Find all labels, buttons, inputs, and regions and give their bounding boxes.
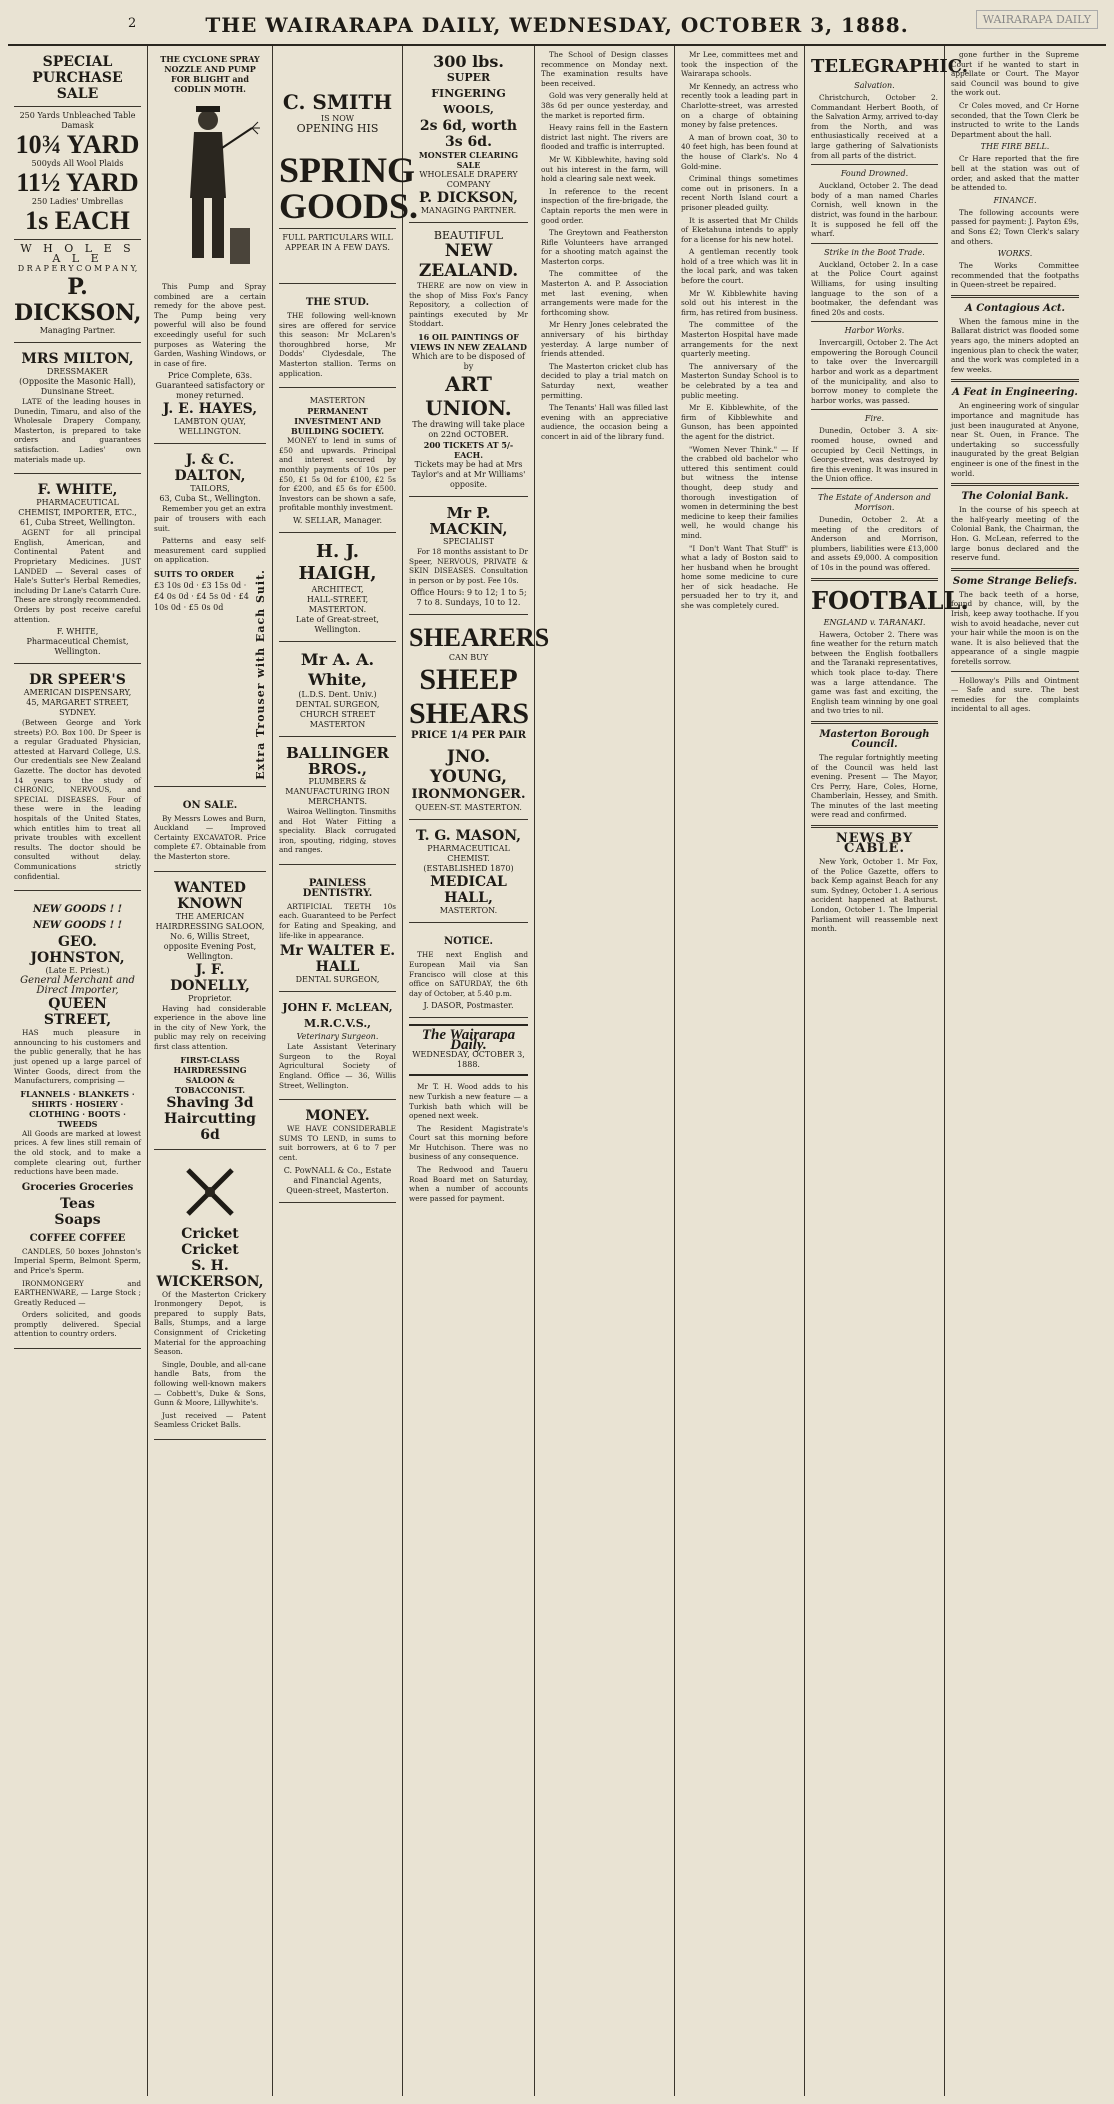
mason-ad	[409, 824, 528, 923]
section-sub: FINANCE.	[993, 195, 1037, 205]
news-para: New York, October 1. Mr Fox, of the Police Gazette, offers to back Kemp against Beach for any sum. Sydney, October 1. A serious accident happened at Bathurst. London, October 1. The Imperial Parliament will reassemble next month.	[811, 857, 938, 934]
geo-head: GEO. JOHNSTON,	[30, 934, 125, 967]
section-sub: Fire.	[864, 414, 885, 424]
hall-head: Mr WALTER E. HALL	[279, 943, 396, 976]
column-7	[805, 46, 969, 2096]
artunion: ART UNION.	[425, 371, 512, 420]
news-para: Hawera, October 2. There was fine weather for the return match between the English footballers and the Taranaki representatives, which took place to-day. There was a large attendance. The game was fast and exciting, the English team winning by one goal and two tries to nil.	[811, 629, 938, 716]
news-para: Mr Henry Jones celebrated the anniversary of his birthday yesterday. A large number of friends attended.	[541, 320, 668, 359]
painless-text: ARTIFICIAL TEETH 10s each. Guaranteed to be Perfect for Eating and Speaking, and life-like in appearance.	[279, 901, 396, 940]
feat-head: A Feat in Engineering.	[952, 387, 1078, 399]
sale-text: By Messrs Lowes and Burn, Auckland — Improved Certainty EXCAVATOR. Price complete £7. Obtainable from the Masterton store.	[154, 813, 266, 862]
geo-list: FLANNELS · BLANKETS · SHIRTS · HOSIERY · CLOTHING · BOOTS · TWEEDS	[20, 1088, 135, 1129]
mclean-head: JOHN F. McLEAN, M.R.C.V.S.,	[282, 1001, 393, 1031]
building-sig: W. SELLAR, Manager.	[293, 515, 382, 525]
clearing: MONSTER CLEARING SALE	[418, 150, 519, 170]
mason-head: T. G. MASON,	[415, 828, 521, 845]
dalton-ad	[154, 448, 266, 786]
wanted-addr: No. 6, Willis Street, opposite Evening Post, Wellington.	[163, 931, 257, 961]
news-para: "Women Never Think." — If the crabbed old bachelor who uttered this sentiment could but witness the intense thought, deep study and thorough investigation of women in determining the best medicine to keep their families well, he would change his mind.	[681, 444, 798, 540]
news-para: A gentleman recently took hold of a tree which was lit in the local park, and was taken before the court.	[681, 247, 798, 286]
painless-head: PAINLESS DENTISTRY.	[302, 877, 373, 899]
news-para: It is asserted that Mr Childs of Eketahuna intends to apply for a license for his new hotel.	[681, 215, 798, 244]
newgoods-2: NEW GOODS ! !	[32, 920, 123, 932]
crossed-bats-icon	[180, 1162, 240, 1222]
mclean-sub: Veterinary Surgeon.	[296, 1032, 379, 1042]
smith-ad	[279, 50, 419, 284]
news-para: The committee of the Masterton Hospital have made arrangements for the next quarterly meeting.	[681, 320, 798, 359]
geo-grocery: Groceries Groceries	[21, 1181, 134, 1193]
news-para: Mr Lee, committees met and took the inspection of the Wairarapa schools.	[681, 50, 798, 79]
wanted-sub: THE AMERICAN HAIRDRESSING SALOON,	[155, 911, 265, 931]
smith-head: C. SMITH	[282, 90, 393, 114]
section-sub: Strike in the Boot Trade.	[824, 247, 925, 257]
white-dent-sub: (L.D.S. Dent. Univ.)	[298, 689, 377, 699]
smith-appear: APPEAR IN A FEW DAYS.	[285, 243, 390, 252]
speer-ad	[14, 668, 141, 891]
geo-tea: Teas	[60, 1195, 95, 1212]
library-stamp: WAIRARAPA DAILY	[976, 10, 1098, 29]
mackin-ad	[409, 501, 528, 615]
news-para: The Tenants' Hall was filled last evening with an appreciative audience, the occasion being a concert in aid of the library fund.	[541, 403, 668, 441]
contagious-head: A Contagious Act.	[964, 302, 1066, 314]
mackin-addr: Office Hours: 9 to 12; 1 to 5; 7 to 8. Sundays, 10 to 12.	[410, 588, 527, 608]
wick-head: S. H. WICKERSON,	[156, 1257, 264, 1290]
nz-text: THERE are now on view in the shop of Miss Fox's Fancy Repository, a collection of paintings executed by Mr Stoddart.	[409, 281, 528, 329]
cyclone-head: THE CYCLONE SPRAY NOZZLE AND PUMP FOR BLIGHT and CODLIN MOTH.	[160, 54, 260, 94]
notice-ad	[409, 927, 528, 1018]
building-head: PERMANENT INVESTMENT AND BUILDING SOCIETY.	[290, 406, 385, 437]
smith-spring: SPRING	[279, 150, 416, 190]
columns	[8, 46, 1106, 2096]
mason-addr: MEDICAL HALL,	[430, 874, 507, 907]
mclean-text: Late Assistant Veterinary Surgeon to the Royal Agricultural Society of England. Office — 36, Willis Street, Wellington.	[279, 1042, 396, 1090]
dalton-addr: 63, Cuba St., Wellington.	[159, 494, 261, 504]
news-para: Mr Kennedy, an actress who recently took a leading part in Charlotte-street, was arrested on a charge of obtaining money by false pretences.	[681, 81, 798, 130]
column-6	[675, 46, 805, 2096]
page-number: 2	[128, 16, 137, 31]
section-sub: Salvation.	[854, 81, 895, 90]
ad-price: 10¾ YARD	[15, 130, 140, 159]
ballinger-head: BALLINGER BROS.,	[286, 743, 389, 778]
shaving: Shaving 3d	[166, 1094, 254, 1111]
smith-sub2: OPENING HIS	[296, 122, 379, 135]
news-para: A man of brown coat, 30 to 40 feet high, has been found at the house of Clark's. No 4 Gold-mine.	[681, 132, 798, 171]
news-para: The anniversary of the Masterton Sunday School is to be celebrated by a tea and public meeting.	[681, 361, 798, 400]
news-para: Dunedin, October 3. A six-roomed house, owned and occupied by Cecil Nettings, in George-street, was destroyed by fire this evening. It was insured in the Union office.	[811, 426, 938, 484]
cyclone-guar: Guaranteed satisfactory or money returned.	[155, 381, 265, 401]
beautiful: BEAUTIFUL	[433, 229, 504, 242]
newgoods-1: NEW GOODS ! !	[32, 904, 123, 916]
white-dent-role: DENTAL SURGEON,	[295, 699, 380, 709]
special-purchase-ad	[14, 50, 141, 343]
dalton-note2: Patterns and easy self-measurement card supplied on application.	[154, 536, 266, 565]
white-text: AGENT for all principal English, American, and Continental Patent and Proprietary Medicines. JUST LANDED — Several cases of Hale's Sutter's Herbal Remedies, including Dr Lane's Catarrh Cure. These are strongly recommended. Orders by post receive careful attention.	[14, 528, 141, 624]
news-para: Criminal things sometimes come out in prisoners. In a recent North Island court a prisoner pleaded guilty.	[681, 174, 798, 212]
shears-ad	[409, 619, 550, 820]
masterton-head: Masterton Borough Council.	[819, 728, 930, 750]
column-2	[148, 46, 273, 2096]
news-para: Mr W. Kibblewhite having sold out his interest in the firm, has retired from business.	[681, 288, 798, 317]
wholesale: WHOLESALE DRAPERY COMPANY	[419, 170, 518, 189]
fingering-sub: SUPER FINGERING WOOLS,	[431, 71, 506, 116]
news-para: An engineering work of singular importance and magnitude has just been inaugurated at Anyone, near St. Ouen, in France. The undertaking so successfully inaugurated by the great Belgian engineer is one of the finest in the world.	[951, 401, 1079, 478]
ballinger-text: Wairoa Wellington. Tinsmiths and Hot Water Fitting a speciality. Black corrugated iron, spouting, ridging, stoves and ranges.	[279, 806, 396, 855]
man-with-sprayer-icon	[160, 98, 260, 278]
smith-sub: IS NOW	[321, 114, 354, 123]
ballinger-ad	[279, 741, 396, 865]
haigh-head: H. J. HAIGH,	[298, 540, 377, 584]
spray-pump-illustration	[154, 98, 266, 278]
johnston-ad	[14, 895, 141, 1349]
geo-sub: (Late E. Priest.)	[45, 966, 110, 976]
speer-sub: AMERICAN DISPENSARY,	[23, 688, 132, 698]
wick-list: Single, Double, and all-cane handle Bats, from the following well-known makers — Cobbett's, Duke & Sons, Gunn & Moore, Lillywhite's.	[154, 1359, 266, 1408]
extra-trouser-banner: Extra Trouser with Each Suit.	[254, 568, 267, 780]
dickson-role: MANAGING PARTNER.	[420, 206, 517, 215]
tickets: 200 TICKETS AT 5/- EACH.	[423, 439, 514, 460]
news-para: Gold was very generally held at 38s 6d per ounce yesterday, and the market is reported firm.	[541, 91, 668, 120]
sale-ad	[154, 791, 266, 872]
section-sub: WORKS.	[997, 249, 1033, 259]
stud-head: THE STUD.	[305, 297, 370, 308]
news-para: Mr W. Kibblewhite, having sold out his interest in the farm, will hold a clearing sale next week.	[541, 154, 668, 184]
milton-head: MRS MILTON,	[21, 351, 134, 367]
ad-owner: P. DICKSON,	[14, 274, 142, 326]
news-para: The regular fortnightly meeting of the Council was held last evening. Present — The Mayor, Crs Perry, Hare, Coles, Horne, Chamberlain, Hessey, and Smith. The minutes of the last meeting were read and confirmed.	[811, 752, 938, 820]
football-sub: ENGLAND v. TARANAKI.	[823, 617, 926, 627]
news-para: Heavy rains fell in the Eastern district last night. The rivers are flooded and traffic is interrupted.	[541, 123, 668, 152]
notice-text: THE next English and European Mail via San Francisco will close at this office on SATURDAY, the 6th day of October, at 5.40 p.m.	[409, 950, 528, 998]
white-dent-head: Mr A. A. White,	[300, 649, 375, 689]
milton-sub: DRESSMAKER	[47, 367, 108, 376]
column-3	[273, 46, 419, 2096]
ironmonger2: IRONMONGER.	[411, 787, 526, 803]
news-para: The committee of the Masterton A. and P. Association met last evening, when arrangements were made for the forthcoming show.	[541, 269, 668, 317]
news-para: The School of Design classes recommence on Monday next. The examination results have been received.	[541, 50, 668, 88]
masthead	[8, 6, 1106, 46]
masterton-head: MASTERTON	[309, 396, 366, 406]
section-sub: THE FIRE BELL.	[980, 142, 1050, 152]
wanted-head: WANTED KNOWN	[174, 879, 246, 912]
cricket-head: Cricket Cricket	[181, 1225, 239, 1258]
hayes-head: J. E. HAYES,	[162, 401, 258, 418]
ad-headline: SPECIAL PURCHASE SALE	[32, 54, 123, 102]
mason-est: (ESTABLISHED 1870)	[423, 864, 514, 874]
artunion-text: The drawing will take place on 22nd OCTOBER.	[412, 419, 525, 439]
hayes-addr: LAMBTON QUAY, WELLINGTON.	[174, 417, 246, 437]
geo-foot: Orders solicited, and goods promptly delivered. Special attention to country orders.	[14, 1310, 141, 1339]
geo-addr: QUEEN STREET,	[43, 996, 112, 1029]
editorial-para: The Resident Magistrate's Court sat this morning before Mr Hutchison. There was no business of any consequence.	[409, 1123, 528, 1162]
haircut: Haircutting 6d	[164, 1110, 256, 1143]
haigh-sub: ARCHITECT,	[311, 584, 364, 594]
news-cable-head: NEWS BY CABLE.	[835, 831, 914, 857]
speer-addr: 45, MARGARET STREET, SYDNEY.	[26, 698, 129, 718]
shearers: SHEARERS	[409, 623, 550, 653]
white-sig2: Pharmaceutical Chemist, Wellington.	[26, 637, 129, 657]
cyclone-text: This Pump and Spray combined are a certain remedy for the above pest. The Pump being very powerful will also be found exceedingly useful for such purposes as Watering the Garden, Washing Windows, or in case of fire.	[154, 282, 266, 368]
sheep: SHEEP	[419, 663, 518, 697]
colonial-head: The Colonial Bank.	[961, 491, 1069, 503]
beliefs-head: Some Strange Beliefs.	[952, 575, 1078, 587]
wick-foot: Just received — Patent Seamless Cricket Balls.	[154, 1410, 266, 1430]
queen-st: QUEEN-ST. MASTERTON.	[415, 803, 522, 813]
pills-ad: Holloway's Pills and Ointment — Safe and sure. The best remedies for the complaints incidental to all ages.	[951, 675, 1079, 714]
geo-text: HAS much pleasure in announcing to his customers and the public generally, that he has just opened up a large parcel of Winter Goods, direct from the Manufacturers, comprising —	[14, 1028, 141, 1086]
news-para: Dunedin, October 2. At a meeting of the creditors of Anderson and Morrison, plumbers, liabilities were £13,000 and assets £9,000. A composition of 10s in the pound was offered.	[811, 515, 938, 572]
white-dent-addr: CHURCH STREET MASTERTON	[299, 709, 376, 729]
news-para: Cr Hare reported that the fire bell at the station was out of order, and asked that the matter be attended to.	[951, 154, 1079, 193]
geo-text2: All Goods are marked at lowest prices. A few lines still remain of the old stock, and to make a complete clearing out, further reductions have been made.	[14, 1128, 141, 1177]
money-ad	[279, 1104, 396, 1202]
artunion-ad	[409, 227, 528, 497]
milton-addr: (Opposite the Masonic Hall), Dunsinane Street.	[19, 377, 136, 396]
white-addr: 61, Cuba Street, Wellington.	[19, 518, 136, 528]
wick-text: Of the Masterton Crickery Ironmongery Depot, is prepared to supply Bats, Balls, Stumps, and a large Consignment of Cricketing Material for the approaching Season.	[154, 1289, 266, 1357]
ad-line: 500yds All Wool Plaids	[31, 159, 124, 168]
news-para: The following accounts were passed for payment: J. Payton £9s, and Sons £2; Town Clerk's salary and others.	[951, 207, 1079, 246]
news-para: Auckland, October 2. In a case at the Police Court against Williams, for using insulting language to the son of a bootmaker, the defendant was fined 20s and costs.	[811, 259, 938, 317]
haigh-addr: HALL-STREET, MASTERTON.	[306, 594, 369, 614]
haigh-text: Late of Great-street, Wellington.	[296, 614, 379, 634]
column-5	[535, 46, 675, 2096]
ad-line: 250 Ladies' Umbrellas	[31, 197, 124, 206]
dalton-note: Remember you get an extra pair of trousers with each suit.	[154, 504, 266, 533]
ad-wholesale: W H O L E S A L E	[20, 242, 135, 265]
shears-price: PRICE 1/4 PER PAIR	[410, 730, 527, 742]
smith-full: FULL PARTICULARS WILL	[282, 233, 393, 242]
money-sig: C. PowNALL & Co., Estate and Financial Agents, Queen-street, Masterton.	[283, 1165, 392, 1195]
can-buy: CAN BUY	[448, 653, 489, 663]
editorial-nameplate	[409, 1024, 528, 1076]
speer-head: DR SPEER'S	[29, 672, 126, 689]
news-para: Christchurch, October 2. Commandant Herbert Booth, of the Salvation Army, arrived to-day from the North, and was enthusiastically received at a large gathering of Salvationists from all parts of the district.	[811, 93, 938, 160]
wanted-text: Having had considerable experience in the above line in the city of New York, the public may rely on receiving first class attention.	[154, 1003, 266, 1051]
ballinger-sub: PLUMBERS & MANUFACTURING IRON MERCHANTS.	[285, 776, 390, 806]
geo-role: General Merchant and Direct Importer,	[20, 975, 135, 997]
news-para: The Works Committee recommended that the footpaths in Queen-street be repaired.	[951, 261, 1079, 290]
sale-head: ON SALE.	[182, 799, 238, 811]
news-para: The Greytown and Featherston Rifle Volunteers have arranged for a shooting match against the Masterton corps.	[541, 228, 668, 266]
section-sub: Found Drowned.	[840, 169, 909, 179]
column-1	[8, 46, 148, 2096]
wanted-prop: J. F. DONELLY,	[170, 961, 250, 994]
mclean-ad	[279, 996, 396, 1100]
cricket-ad	[154, 1154, 266, 1440]
fingering-head: 300 lbs.	[433, 52, 504, 71]
football-head: FOOTBALL.	[811, 585, 969, 615]
ad-price: 11½ YARD	[16, 168, 139, 197]
white-head: F. WHITE,	[37, 482, 118, 499]
nameplate-title: The Wairarapa Daily.	[421, 1027, 516, 1054]
white-chemist-ad	[14, 478, 141, 664]
money-head: MONEY.	[305, 1108, 370, 1125]
telegraphic-head: TELEGRAPHIC.	[811, 56, 969, 77]
news-para: In reference to the recent inspection of the fire-brigade, the Captain reports the men were in good order.	[541, 186, 668, 225]
stud-text: THE following well-known sires are offered for service this season: Mr McLaren's thoroughbred horse, Mr Dodds' Clydesdale, The Masterton stallion. Terms on application.	[279, 311, 396, 378]
news-para: Invercargill, October 2. The Act empowering the Borough Council to take over the Invercargill harbor and work as a department of the municipality, and also to borrow money to complete the harbor works, was passed.	[811, 338, 938, 405]
suits-list: £3 10s 0d · £3 15s 0d · £4 0s 0d · £4 5s 0d · £4 10s 0d · £5 0s 0d	[154, 580, 249, 612]
cricket-bats-illustration	[154, 1162, 266, 1222]
news-para: The Masterton cricket club has decided to play a trial match on Saturday next, weather permitting.	[541, 361, 668, 400]
notice-head: NOTICE.	[443, 936, 494, 948]
building-text: MONEY to lend in sums of £50 and upwards. Principal and interest secured by monthly payments of 10s per £50, £1 5s 0d for £100, £2 5s for £200, and £5 6s for £500. Investors can be shown a safe, profitable monthly investment.	[279, 436, 396, 513]
suits-head: SUITS TO ORDER	[154, 568, 235, 579]
column-4	[403, 46, 550, 2096]
ad-company: D R A P E R Y C O M P A N Y,	[17, 264, 138, 273]
news-para: "I Don't Want That Stuff" is what a lady of Boston said to her husband when he brought home some medicine to cure her of sick headache. He persuaded her to try it, and she was completely cured.	[681, 543, 798, 611]
wanted-ad	[154, 876, 266, 1150]
fingering-price: 2s 6d, worth 3s 6d.	[419, 118, 518, 150]
building-society-ad	[279, 392, 396, 533]
tickets-note: Tickets may be had at Mrs Taylor's and at Mr Williams' opposite.	[411, 459, 526, 489]
geo-soap: Soaps	[54, 1211, 101, 1228]
painless-ad	[279, 869, 396, 992]
mackin-text: For 18 months assistant to Dr Speer, NERVOUS, PRIVATE & SKIN DISEASES. Consultation in person or by post. Fee 10s.	[409, 546, 528, 585]
section-sub: Harbor Works.	[844, 326, 905, 336]
cyclone-ad	[154, 50, 266, 444]
news-para: gone further in the Supreme Court if he wanted to start in appellate or Court. The Mayor said Council was bound to give the work out.	[951, 50, 1079, 98]
editorial-para: The Redwood and Taueru Road Board met on Saturday, when a number of accounts were passed for payment.	[409, 1165, 528, 1203]
speer-text: (Between George and York streets) P.O. Box 100. Dr Speer is a regular Graduated Physician, attested at Harvard College, U.S. Our credentials see New Zealand Gazette. The doctor has devoted 14 years to the study of CHRONIC, NERVOUS, and SPECIAL DISEASES. Four of these were in the leading hospitals of the United States, which entitles him to treat all private troubles with excellent results. The doctor should be consulted without delay. Communications strictly confidential.	[14, 718, 141, 881]
ironmonger: JNO. YOUNG,	[429, 747, 508, 788]
oil: 16 OIL PAINTINGS OF VIEWS IN NEW ZEALAND	[410, 331, 527, 352]
white-sig: F. WHITE,	[56, 627, 99, 637]
hall-sub: DENTAL SURGEON,	[295, 975, 380, 985]
smith-goods: GOODS.	[279, 186, 419, 226]
milton-ad	[14, 347, 141, 474]
editorial-para: Mr T. H. Wood adds to his new Turkish a new feature — a Turkish bath which will be opened next week.	[409, 1082, 528, 1121]
wanted-role: Proprietor.	[188, 993, 232, 1003]
cyclone-price: Price Complete, 63s.	[167, 371, 253, 381]
nameplate-date: WEDNESDAY, OCTOBER 3, 1888.	[412, 1050, 525, 1070]
news-para: Mr E. Kibblewhite, of the firm of Kibblewhite and Gunson, has been appointed the agent for the district.	[681, 403, 798, 441]
mackin-sub: SPECIALIST	[442, 536, 495, 546]
mason-town: MASTERTON.	[439, 906, 498, 916]
ad-line: 250 Yards Unbleached Table Damask	[19, 111, 136, 130]
nz: NEW ZEALAND.	[418, 241, 519, 281]
haigh-ad	[279, 537, 396, 642]
geo-coffee: COFFEE COFFEE	[29, 1232, 126, 1244]
dickson: P. DICKSON,	[418, 190, 519, 206]
news-para: Auckland, October 2. The dead body of a man named Charles Cornish, well known in the district, was found in the harbour. It is supposed he fell off the wharf.	[811, 181, 938, 239]
oil2: Which are to be disposed of by	[412, 351, 525, 371]
white-sub: PHARMACEUTICAL CHEMIST, IMPORTER, ETC.,	[18, 498, 137, 518]
stud-ad	[279, 288, 396, 388]
mason-sub: PHARMACEUTICAL CHEMIST.	[427, 844, 510, 864]
newspaper-title: THE WAIRARAPA DAILY, WEDNESDAY, OCTOBER 3, 1888.	[205, 13, 909, 37]
wanted-sub2: FIRST-CLASS HAIRDRESSING SALOON & TOBACCONIST.	[173, 1054, 247, 1095]
ad-price: 1s EACH	[25, 206, 130, 235]
geo-candles: CANDLES, 50 boxes Johnston's Imperial Sperm, Belmont Sperm, and Price's Sperm.	[14, 1246, 141, 1275]
news-para: The back teeth of a horse, found by chance, will, by the Irish, keep away toothache. If you wish to avoid headache, never cut your hair while the moon is on the wane. It is also believed that the appearance of a single magpie foretells sorrow.	[951, 589, 1079, 666]
fingering-ad	[409, 50, 528, 223]
white-dentist-ad	[279, 646, 396, 737]
money-text: WE HAVE CONSIDERABLE SUMS TO LEND, in sums to suit borrowers, at 6 to 7 per cent.	[279, 1124, 396, 1162]
dalton-head: J. & C. DALTON,	[174, 452, 246, 485]
shears: SHEARS	[409, 697, 530, 731]
section-sub: The Estate of Anderson and Morrison.	[818, 493, 931, 512]
dalton-sub: TAILORS,	[190, 484, 230, 494]
milton-text: LATE of the leading houses in Dunedin, Timaru, and also of the Wholesale Drapery Company, Masterton, is prepared to take orders and guarantees satisfaction. Ladies' own materials made up.	[14, 397, 141, 464]
news-para: Cr Coles moved, and Cr Horne seconded, that the Town Clerk be instructed to write to the Lands Department about the hall.	[951, 100, 1079, 139]
column-8	[945, 46, 1085, 2096]
geo-iron: IRONMONGERY and EARTHENWARE, — Large Stock ; Greatly Reduced —	[14, 1278, 141, 1307]
notice-sig: J. DASOR, Postmaster.	[423, 1001, 514, 1011]
mackin-head: Mr P. MACKIN,	[429, 503, 508, 538]
news-para: In the course of his speech at the half-yearly meeting of the Colonial Bank, the Chairman, the Hon. G. McLean, referred to the large bonus declared and the reserve fund.	[951, 505, 1079, 563]
news-para: When the famous mine in the Ballarat district was flooded some years ago, the miners adopted an ingenious plan to check the water, and the work was completed in a few weeks.	[951, 316, 1079, 374]
ad-owner-role: Managing Partner.	[39, 326, 116, 335]
